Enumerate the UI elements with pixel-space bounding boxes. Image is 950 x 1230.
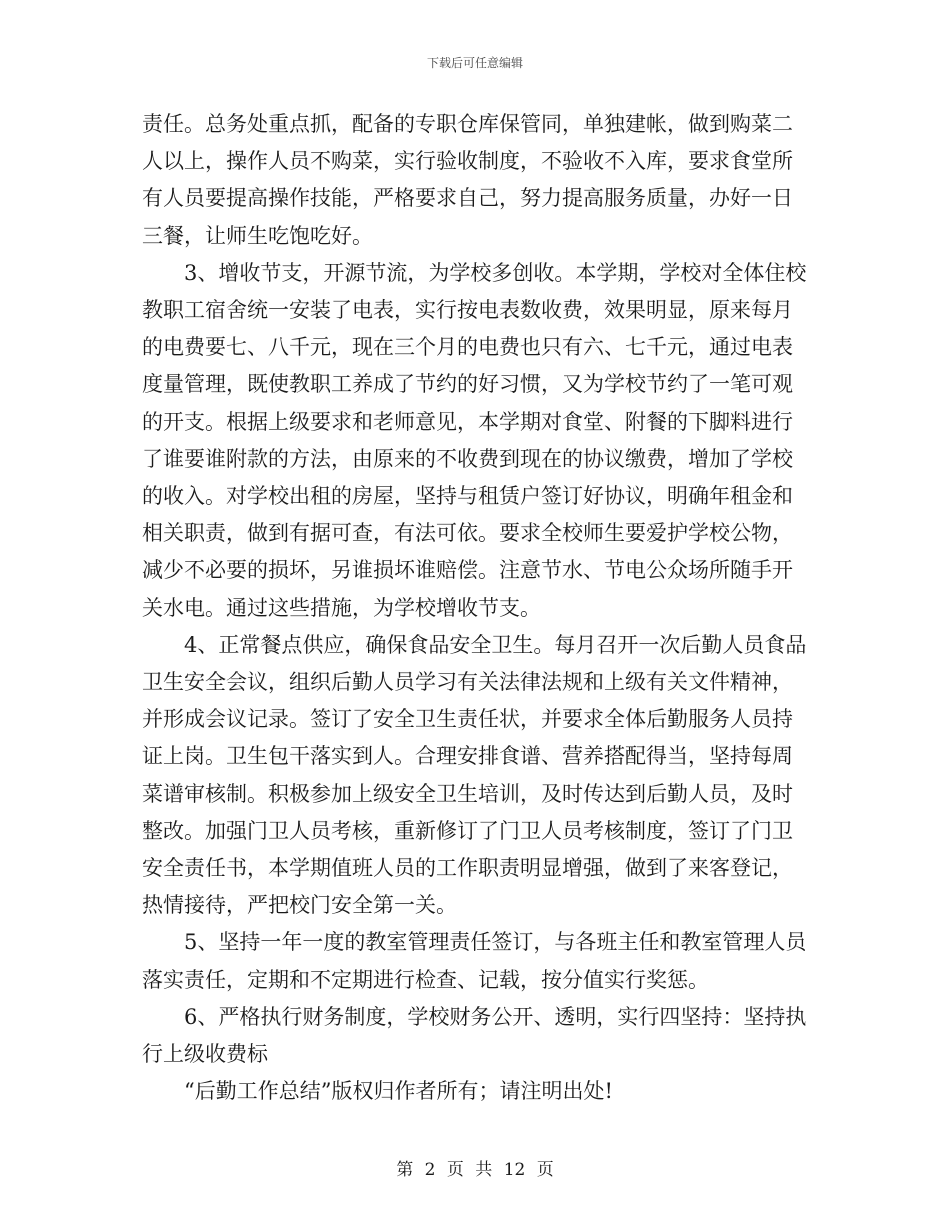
document-body: [142, 106, 810, 1110]
paragraph-item-6: 6、严格执行财务制度，学校财务公开、透明，实行四坚持：坚持执行上级收费标: [142, 1004, 807, 1067]
copyright-note: “后勤工作总结”版权归作者所有；请注明出处!: [184, 1079, 613, 1104]
page-header: 下载后可任意编辑: [426, 56, 523, 70]
paragraph-responsibility: 责任。总务处重点抓，配备的专职仓库保管同，单独建帐，做到购菜二人以上，操作人员不购菜，实行验收制度，不验收不入库，要求食堂所有人员要提高操作技能，严格要求自己，努力提高服务质量，办好一日三餐，让师生吃饱吃好。: [142, 112, 793, 248]
paragraph-item-3: 3、增收节支，开源节流，为学校多创收。本学期，学校对全体住校教职工宿舍统一安装了电表，实行按电表数收费，效果明显，原来每月的电费要七、八千元，现在三个月的电费也只有六、七千元，通过电表度量管理，既使教职工养成了节约的好习惯，又为学校节约了一笔可观的开支。根据上级要求和老师意见，本学期对食堂、附餐的下脚料进行了谁要谁附款的方法，由原来的不收费到现在的协议缴费，增加了学校的收入。对学校出租的房屋，坚持与租赁户签订好协议，明确年租金和相关职责，做到有据可查，有法可依。要求全校师生要爱护学校公物，减少不必要的损坏，另谁损坏谁赔偿。注意节水、节电公众场所随手开关水电。通过这些措施，为学校增收节支。: [142, 260, 807, 620]
paragraph-item-4: 4、正常餐点供应，确保食品安全卫生。每月召开一次后勤人员食品卫生安全会议，组织后勤人员学习有关法律法规和上级有关文件精神，并形成会议记录。签订了安全卫生责任状，并要求全体后勤服务人员持证上岗。卫生包干落实到人。合理安排食谱、营养搭配得当，坚持每周菜谱审核制。积极参加上级安全卫生培训，及时传达到后勤人员，及时整改。加强门卫人员考核，重新修订了门卫人员考核制度，签订了门卫安全责任书，本学期值班人员的工作职责明显增强，做到了来客登记，热情接待，严把校门安全第一关。: [142, 632, 807, 918]
page-number: 第 2 页 共 12 页: [396, 1160, 554, 1180]
paragraph-item-5: 5、坚持一年一度的教室管理责任签订，与各班主任和教室管理人员落实责任，定期和不定期进行检查、记载，按分值实行奖惩。: [142, 930, 807, 992]
